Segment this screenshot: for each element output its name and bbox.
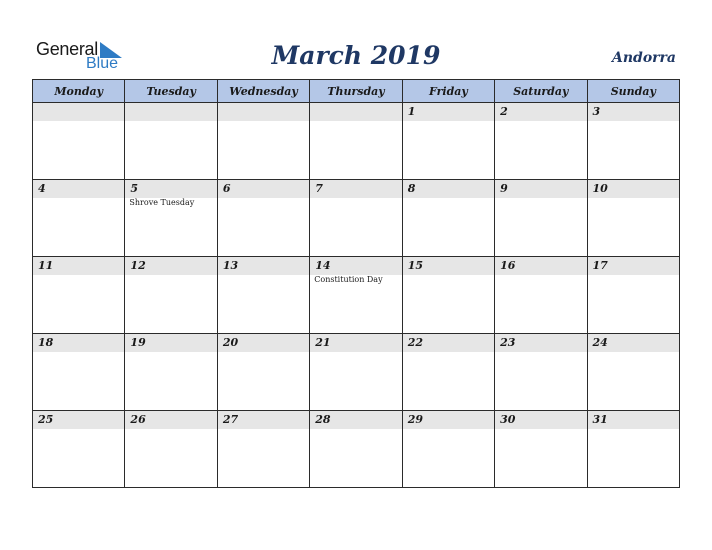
day-number: 18 [38,336,54,349]
day-cell[interactable] [125,180,217,257]
country-name: Andorra [612,50,676,66]
day-number-strip [33,180,124,198]
day-number: 1 [407,105,416,118]
day-number: 20 [222,336,239,349]
day-number: 17 [592,259,608,272]
logo-text-general: General [36,39,98,59]
day-cell[interactable] [125,411,217,488]
day-cell[interactable] [217,180,309,257]
day-number: 10 [592,182,608,195]
calendar-grid [32,79,680,488]
day-cell[interactable] [587,180,679,257]
weekday-header-monday: Monday [33,80,125,103]
weekday-header-wednesday: Wednesday [217,80,309,103]
day-cell[interactable] [125,334,217,411]
day-cell[interactable] [310,257,402,334]
day-cell[interactable] [217,103,309,180]
day-number-strip [218,411,309,429]
day-cell[interactable] [125,257,217,334]
day-number-strip [310,257,401,275]
day-number: 4 [38,182,46,195]
day-cell[interactable] [33,257,125,334]
day-number: 27 [222,413,239,426]
day-cell[interactable] [33,180,125,257]
day-cell[interactable] [217,334,309,411]
day-number: 31 [592,413,608,426]
day-cell[interactable] [310,411,402,488]
day-number: 15 [407,259,423,272]
day-cell[interactable] [125,103,217,180]
calendar-title: March 2019 [271,41,441,70]
day-number-strip [310,411,401,429]
weekday-header-friday: Friday [402,80,494,103]
day-cell[interactable] [33,103,125,180]
day-number-strip [588,334,679,352]
day-cell[interactable] [33,334,125,411]
week-row [33,103,680,180]
day-number-strip [33,257,124,275]
day-number: 24 [592,336,608,349]
day-number: 11 [38,259,54,272]
day-number-strip [218,103,309,121]
day-number-strip [310,334,401,352]
day-number-strip [218,334,309,352]
weekday-header-sunday: Sunday [587,80,679,103]
day-number-strip [495,180,586,198]
day-number: 13 [222,259,239,272]
day-number: 26 [130,413,146,426]
day-number: 28 [315,413,331,426]
day-number-strip [33,103,124,121]
calendar-body [33,103,680,488]
day-number: 21 [315,336,331,349]
weekday-header-saturday: Saturday [495,80,587,103]
weekday-header-tuesday: Tuesday [125,80,217,103]
weekday-header-row [33,80,680,103]
day-cell[interactable] [310,334,402,411]
day-number-strip [588,257,679,275]
holiday-label: Constitution Day [314,275,383,284]
day-cell[interactable] [587,257,679,334]
day-number-strip [33,411,124,429]
day-cell[interactable] [587,103,679,180]
day-number-strip [403,180,494,198]
week-row [33,180,680,257]
holiday-label: Shrove Tuesday [129,198,195,207]
day-cell[interactable] [217,411,309,488]
day-cell[interactable] [587,411,679,488]
day-number-strip [310,180,401,198]
day-number-strip [125,257,216,275]
logo-text-blue: Blue [86,55,119,72]
day-cell[interactable] [495,411,587,488]
day-number-strip [588,103,679,121]
day-number-strip [495,103,586,121]
day-number: 7 [315,182,323,195]
day-number-strip [218,257,309,275]
day-cell[interactable] [402,257,494,334]
day-cell[interactable] [495,103,587,180]
day-number-strip [495,257,586,275]
day-number-strip [218,180,309,198]
day-number-strip [310,103,401,121]
day-number: 2 [500,105,508,118]
day-cell[interactable] [495,180,587,257]
day-number: 5 [130,182,139,195]
day-cell[interactable] [587,334,679,411]
weekday-header-thursday: Thursday [310,80,402,103]
day-cell[interactable] [33,411,125,488]
day-cell[interactable] [310,103,402,180]
day-cell[interactable] [402,334,494,411]
day-cell[interactable] [217,257,309,334]
day-number: 22 [407,336,423,349]
day-cell[interactable] [310,180,402,257]
day-number: 19 [130,336,146,349]
day-number-strip [125,411,216,429]
day-number-strip [33,334,124,352]
day-number-strip [403,334,494,352]
day-number: 3 [592,105,601,118]
day-cell[interactable] [402,180,494,257]
day-number-strip [588,180,679,198]
day-number-strip [403,411,494,429]
day-cell[interactable] [495,257,587,334]
day-number: 25 [38,413,54,426]
day-number: 23 [500,336,516,349]
day-number-strip [495,334,586,352]
day-number-strip [588,411,679,429]
day-number-strip [125,180,216,198]
day-number: 14 [315,259,331,272]
day-cell[interactable] [402,103,494,180]
week-row [33,334,680,411]
day-number: 30 [500,413,516,426]
day-cell[interactable] [495,334,587,411]
day-number-strip [495,411,586,429]
day-number-strip [125,334,216,352]
week-row [33,257,680,334]
generalblue-logo [36,40,126,74]
day-number-strip [403,257,494,275]
day-cell[interactable] [402,411,494,488]
day-number-strip [125,103,216,121]
week-row [33,411,680,488]
day-number: 9 [500,182,508,195]
day-number-strip [403,103,494,121]
day-number: 16 [500,259,516,272]
day-number: 8 [407,182,416,195]
day-number: 12 [130,259,146,272]
day-number: 6 [222,182,231,195]
day-number: 29 [407,413,423,426]
